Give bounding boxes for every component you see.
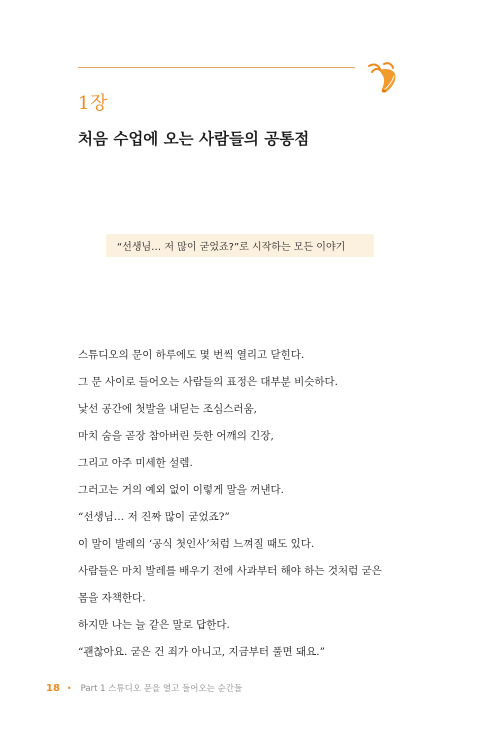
body-line: 그러고는 거의 예외 없이 이렇게 말을 꺼낸다. bbox=[78, 484, 284, 496]
body-line: 몸을 자책한다. bbox=[78, 592, 146, 604]
body-text bbox=[78, 342, 428, 666]
page-footer bbox=[46, 682, 242, 694]
page-number: 18 bbox=[46, 683, 60, 694]
ballet-pointe-shoe-icon bbox=[366, 60, 400, 96]
body-line: 마치 숨을 곧장 참아버린 듯한 어깨의 긴장, bbox=[78, 430, 274, 442]
chapter-title: 처음 수업에 오는 사람들의 공통점 bbox=[78, 130, 310, 148]
body-line: 그 문 사이로 들어오는 사람들의 표정은 대부분 비슷하다. bbox=[78, 376, 338, 388]
body-line: 스튜디오의 문이 하루에도 몇 번씩 열리고 닫힌다. bbox=[78, 349, 305, 361]
body-line: “선생님… 저 진짜 많이 굳었죠?” bbox=[78, 511, 230, 523]
footer-separator: • bbox=[66, 684, 72, 693]
body-line: 그리고 아주 미세한 설렘. bbox=[78, 457, 193, 469]
body-line: “괜찮아요. 굳은 건 죄가 아니고, 지금부터 풀면 돼요.” bbox=[78, 646, 325, 658]
body-line: 사람들은 마치 발레를 배우기 전에 사과부터 해야 하는 것처럼 굳은 bbox=[78, 565, 382, 577]
chapter-number: 1장 bbox=[78, 93, 108, 114]
chapter-subtitle: “선생님… 저 많이 굳었죠?”로 시작하는 모든 이야기 bbox=[117, 242, 346, 253]
body-line: 이 말이 발레의 ‘공식 첫인사’처럼 느껴질 때도 있다. bbox=[78, 538, 315, 550]
body-line: 낯선 공간에 첫발을 내딛는 조심스러움, bbox=[78, 403, 257, 415]
body-line: 하지만 나는 늘 같은 말로 답한다. bbox=[78, 619, 230, 631]
running-head: Part 1 스튜디오 문을 열고 들어오는 순간들 bbox=[80, 684, 243, 694]
header-rule bbox=[78, 67, 355, 68]
